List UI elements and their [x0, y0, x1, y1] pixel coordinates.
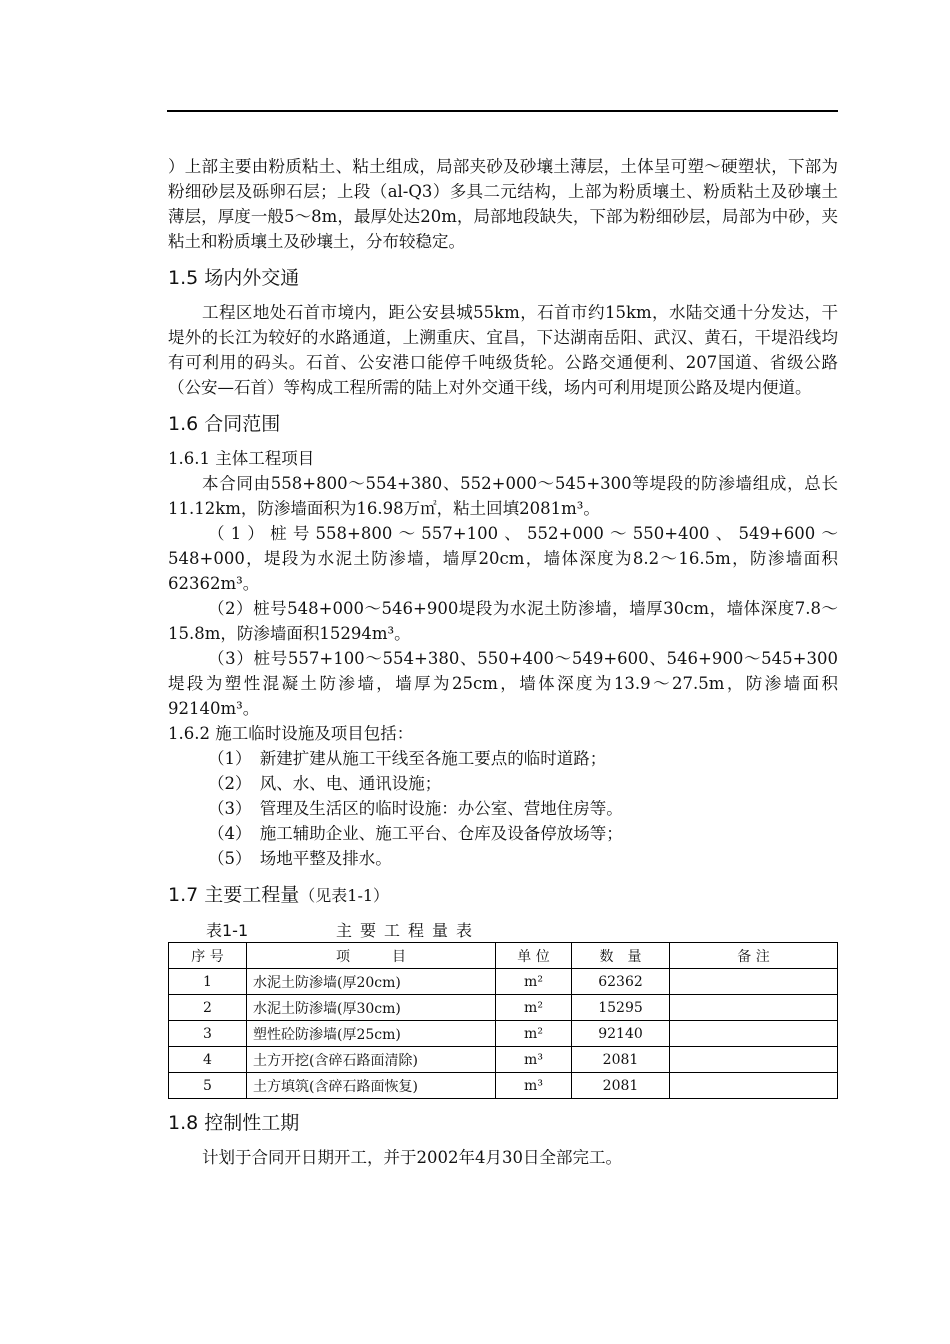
- header-cell: 单 位: [496, 943, 572, 969]
- table-row: [169, 1047, 838, 1073]
- cell-qty: 62362: [572, 969, 670, 995]
- cell-unit: m²: [496, 1021, 572, 1047]
- cell-item: 土方开挖(含碎石路面清除): [247, 1047, 496, 1073]
- subsection-1-6-1: 1.6.1 主体工程项目: [168, 449, 315, 468]
- cell-note: [670, 1021, 838, 1047]
- scope-item-3: （3）桩号557+100～554+380、550+400～549+600、546+900～545+300堤段为塑性混凝土防渗墙，墙厚为25cm，墙体深度为13.9～27.5m，防渗墙面积92140m³。: [168, 649, 838, 718]
- subsection-1-6-2: 1.6.2 施工临时设施及项目包括：: [168, 724, 414, 743]
- cell-note: [670, 995, 838, 1021]
- schedule-paragraph: 计划于合同开日期开工，并于2002年4月30日全部完工。: [202, 1148, 622, 1167]
- header-cell: 序 号: [169, 943, 247, 969]
- list-item: （4） 施工辅助企业、施工平台、仓库及设备停放场等；: [208, 824, 623, 843]
- header-cell: 备 注: [670, 943, 838, 969]
- table-caption: [168, 918, 838, 940]
- cell-item: 水泥土防渗墙(厚30cm): [247, 995, 496, 1021]
- section-1-8-heading: 1.8 控制性工期: [168, 1112, 300, 1134]
- scope-item-1: （1）桩号558+800～557+100、552+000～550+400、549+600～548+000，堤段为水泥土防渗墙，墙厚20cm，墙体深度为8.2～16.5m，防渗墙面积62362m³。: [168, 524, 838, 593]
- table-number: 表1-1: [206, 921, 249, 940]
- cell-item: 塑性砼防渗墙(厚25cm): [247, 1021, 496, 1047]
- cell-seq: 1: [169, 969, 247, 995]
- cell-note: [670, 969, 838, 995]
- cell-seq: 3: [169, 1021, 247, 1047]
- table-row: [169, 969, 838, 995]
- traffic-paragraph: 工程区地处石首市境内，距公安县城55km，石首市约15km，水陆交通十分发达，干堤外的长江为较好的水路通道，上溯重庆、宜昌，下达湖南岳阳、武汉、黄石，干堤沿线均有可利用的码头。石首、公安港口能停千吨级货轮。公路交通便利、207国道、省级公路（公安—石首）等构成工程所需的陆上对外交通干线，场内可利用堤顶公路及堤内便道。: [168, 303, 838, 397]
- table-title: 主要工程量表: [336, 921, 481, 940]
- list-item: （5） 场地平整及排水。: [208, 849, 392, 868]
- quantities-table: [168, 942, 838, 1099]
- cell-unit: m²: [496, 995, 572, 1021]
- list-item: （1） 新建扩建从施工干线至各施工要点的临时道路；: [208, 749, 607, 768]
- cell-qty: 92140: [572, 1021, 670, 1047]
- cell-note: [670, 1047, 838, 1073]
- section-1-5-heading: 1.5 场内外交通: [168, 267, 300, 289]
- table-header-row: [169, 943, 838, 969]
- cell-qty: 2081: [572, 1073, 670, 1099]
- cell-unit: m³: [496, 1073, 572, 1099]
- document-body: [168, 154, 838, 1170]
- cell-qty: 15295: [572, 995, 670, 1021]
- cell-seq: 4: [169, 1047, 247, 1073]
- cell-note: [670, 1073, 838, 1099]
- cell-unit: m²: [496, 969, 572, 995]
- intro-paragraph: ）上部主要由粉质粘土、粘土组成，局部夹砂及砂壤土薄层，土体呈可塑～硬塑状，下部为粉细砂层及砾卵石层；上段（al-Q3）多具二元结构，上部为粉质壤土、粉质粘土及砂壤土薄层，厚度一般5～8m，最厚处达20m，局部地段缺失，下部为粉细砂层，局部为中砂，夹粘土和粉质壤土及砂壤土，分布较稳定。: [168, 157, 838, 251]
- header-cell: 数 量: [572, 943, 670, 969]
- list-item: （2） 风、水、电、通讯设施；: [208, 774, 442, 793]
- table-row: [169, 995, 838, 1021]
- cell-item: 水泥土防渗墙(厚20cm): [247, 969, 496, 995]
- table-row: [169, 1073, 838, 1099]
- cell-seq: 5: [169, 1073, 247, 1099]
- list-item: （3） 管理及生活区的临时设施：办公室、营地住房等。: [208, 799, 623, 818]
- section-1-7-heading: [168, 881, 838, 910]
- cell-seq: 2: [169, 995, 247, 1021]
- scope-paragraph: 本合同由558+800～554+380、552+000～545+300等堤段的防渗墙组成，总长11.12km，防渗墙面积为16.98万㎡，粘土回填2081m³。: [168, 474, 838, 518]
- facility-list: [168, 746, 838, 871]
- cell-item: 土方填筑(含碎石路面恢复): [247, 1073, 496, 1099]
- header-rule: [167, 110, 838, 112]
- section-1-6-heading: 1.6 合同范围: [168, 413, 281, 435]
- table-row: [169, 1021, 838, 1047]
- section-1-7-title: 1.7 主要工程量: [168, 884, 300, 906]
- section-1-7-note: （见表1-1）: [299, 886, 390, 905]
- header-cell: 项 目: [247, 943, 496, 969]
- scope-item-2: （2）桩号548+000～546+900堤段为水泥土防渗墙，墙厚30cm，墙体深度7.8～15.8m，防渗墙面积15294m³。: [168, 599, 838, 643]
- cell-unit: m³: [496, 1047, 572, 1073]
- cell-qty: 2081: [572, 1047, 670, 1073]
